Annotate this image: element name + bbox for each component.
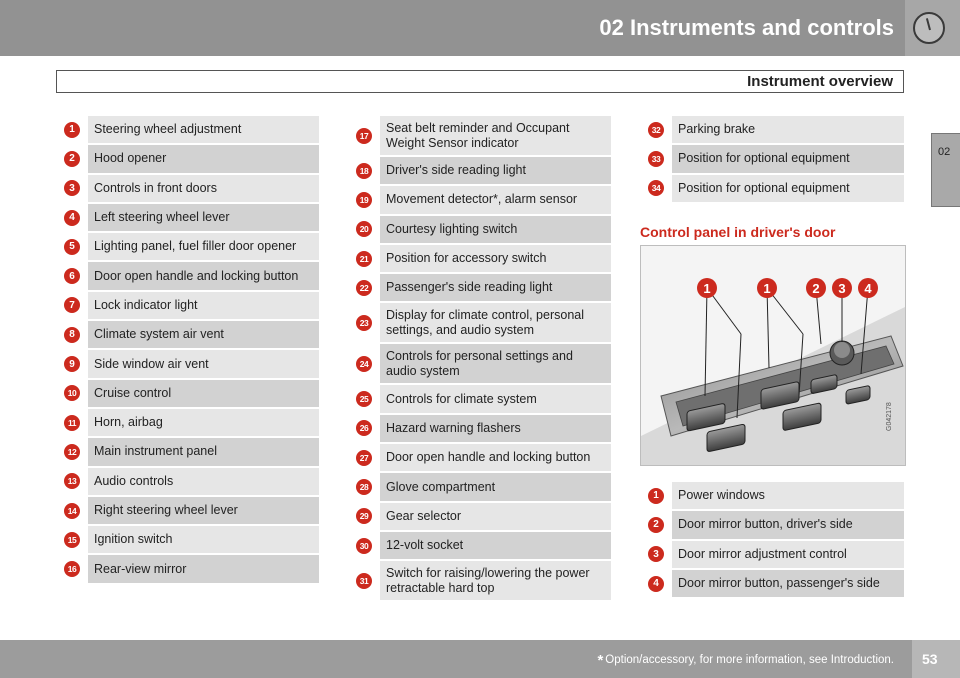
legend-label: Gear selector (380, 503, 611, 530)
number-badge: 7 (64, 297, 80, 313)
door-panel-legend (640, 482, 904, 599)
legend-number-cell (640, 145, 672, 172)
legend-number-cell (348, 157, 380, 184)
legend-row (56, 175, 319, 204)
legend-row (56, 145, 319, 174)
callout-1a (697, 278, 717, 298)
legend-label: Controls for personal settings and audio system (380, 344, 611, 383)
legend-label: Door mirror button, passenger's side (672, 570, 904, 597)
number-badge: 1 (648, 488, 664, 504)
legend-number-cell (640, 175, 672, 202)
legend-label: Right steering wheel lever (88, 497, 319, 524)
number-badge: 15 (64, 532, 80, 548)
callout-1b (757, 278, 777, 298)
legend-row (348, 303, 611, 344)
legend-label: Position for optional equipment (672, 175, 904, 202)
legend-row (348, 385, 611, 414)
legend-label: Lock indicator light (88, 292, 319, 319)
legend-label: Glove compartment (380, 473, 611, 500)
legend-row (348, 473, 611, 502)
legend-number-cell (348, 561, 380, 600)
legend-label: Main instrument panel (88, 438, 319, 465)
number-badge: 10 (64, 385, 80, 401)
number-badge: 32 (648, 122, 664, 138)
legend-number-cell (348, 245, 380, 272)
legend-label: Horn, airbag (88, 409, 319, 436)
door-panel-drawing (641, 246, 906, 466)
legend-row (56, 555, 319, 584)
number-badge: 13 (64, 473, 80, 489)
legend-column-3 (640, 116, 904, 204)
legend-label: Steering wheel adjustment (88, 116, 319, 143)
legend-number-cell (348, 186, 380, 213)
legend-label: Side window air vent (88, 350, 319, 377)
number-badge: 18 (356, 163, 372, 179)
legend-label: Door mirror button, driver's side (672, 511, 904, 538)
svg-text:3: 3 (838, 281, 846, 296)
callout-4 (858, 278, 878, 298)
legend-label: Lighting panel, fuel filler door opener (88, 233, 319, 260)
legend-number-cell (56, 292, 88, 319)
number-badge: 29 (356, 508, 372, 524)
number-badge: 14 (64, 503, 80, 519)
number-badge: 31 (356, 573, 372, 589)
legend-row (56, 233, 319, 262)
door-panel-illustration (640, 245, 906, 466)
legend-row (56, 321, 319, 350)
chapter-title: 02 Instruments and controls (599, 15, 894, 40)
legend-label: 12-volt socket (380, 532, 611, 559)
number-badge: 2 (648, 517, 664, 533)
figure-code: G042178 (886, 402, 893, 431)
legend-row (348, 344, 611, 385)
number-badge: 8 (64, 327, 80, 343)
legend-number-cell (56, 438, 88, 465)
legend-number-cell (56, 350, 88, 377)
number-badge: 12 (64, 444, 80, 460)
legend-label: Controls in front doors (88, 175, 319, 202)
legend-row (348, 216, 611, 245)
number-badge: 1 (64, 122, 80, 138)
legend-row (348, 532, 611, 561)
legend-label: Ignition switch (88, 526, 319, 553)
number-badge: 3 (648, 546, 664, 562)
number-badge: 24 (356, 356, 372, 372)
legend-label: Door open handle and locking button (88, 262, 319, 289)
chapter-side-tab[interactable] (931, 133, 960, 207)
legend-label: Display for climate control, personal settings, and audio system (380, 303, 611, 342)
number-badge: 17 (356, 128, 372, 144)
legend-label: Left steering wheel lever (88, 204, 319, 231)
legend-number-cell (348, 532, 380, 559)
svg-text:1: 1 (703, 281, 711, 296)
legend-label: Position for optional equipment (672, 145, 904, 172)
legend-label: Driver's side reading light (380, 157, 611, 184)
legend-number-cell (56, 497, 88, 524)
door-panel-heading: Control panel in driver's door (640, 224, 836, 240)
legend-row (348, 186, 611, 215)
legend-label: Climate system air vent (88, 321, 319, 348)
chapter-side-tab-label: 02 (938, 146, 951, 158)
number-badge: 21 (356, 251, 372, 267)
legend-number-cell (640, 570, 672, 597)
legend-label: Cruise control (88, 380, 319, 407)
legend-row (56, 292, 319, 321)
gauge-icon (913, 12, 945, 44)
legend-row (640, 175, 904, 204)
callout-2 (806, 278, 826, 298)
legend-row (348, 116, 611, 157)
legend-label: Rear-view mirror (88, 555, 319, 582)
legend-number-cell (640, 511, 672, 538)
footnote-text: Option/accessory, for more information, see Introduction. (605, 654, 894, 666)
number-badge: 25 (356, 391, 372, 407)
legend-label: Controls for climate system (380, 385, 611, 412)
number-badge: 2 (64, 151, 80, 167)
legend-number-cell (348, 116, 380, 155)
legend-number-cell (56, 262, 88, 289)
legend-label: Hazard warning flashers (380, 415, 611, 442)
number-badge: 23 (356, 315, 372, 331)
number-badge: 22 (356, 280, 372, 296)
callout-3 (832, 278, 852, 298)
mirror-adjust-control (830, 341, 854, 365)
footnote-star: * (597, 652, 604, 669)
legend-row (640, 145, 904, 174)
number-badge: 11 (64, 415, 80, 431)
legend-label: Door open handle and locking button (380, 444, 611, 471)
legend-row (56, 468, 319, 497)
legend-row (56, 438, 319, 467)
number-badge: 33 (648, 151, 664, 167)
legend-row (640, 482, 904, 511)
legend-number-cell (348, 473, 380, 500)
svg-text:4: 4 (864, 281, 872, 296)
legend-number-cell (56, 409, 88, 436)
number-badge: 4 (64, 210, 80, 226)
number-badge: 34 (648, 180, 664, 196)
legend-number-cell (56, 468, 88, 495)
number-badge: 19 (356, 192, 372, 208)
legend-number-cell (348, 385, 380, 412)
section-header-box (56, 70, 904, 93)
number-badge: 27 (356, 450, 372, 466)
legend-row (640, 541, 904, 570)
legend-number-cell (348, 274, 380, 301)
legend-row (56, 380, 319, 409)
legend-number-cell (56, 116, 88, 143)
legend-row (56, 497, 319, 526)
legend-label: Movement detector*, alarm sensor (380, 186, 611, 213)
number-badge: 3 (64, 180, 80, 196)
footnote (597, 652, 894, 669)
legend-number-cell (348, 444, 380, 471)
svg-text:2: 2 (812, 281, 820, 296)
legend-label: Switch for raising/lowering the power retractable hard top (380, 561, 611, 600)
legend-label: Position for accessory switch (380, 245, 611, 272)
legend-number-cell (56, 380, 88, 407)
legend-label: Passenger's side reading light (380, 274, 611, 301)
legend-column-1 (56, 116, 319, 585)
number-badge: 30 (356, 538, 372, 554)
number-badge: 9 (64, 356, 80, 372)
number-badge: 26 (356, 420, 372, 436)
legend-row (56, 204, 319, 233)
legend-number-cell (56, 526, 88, 553)
legend-number-cell (348, 216, 380, 243)
number-badge: 16 (64, 561, 80, 577)
legend-row (56, 116, 319, 145)
legend-number-cell (56, 175, 88, 202)
legend-row (348, 274, 611, 303)
legend-number-cell (348, 415, 380, 442)
number-badge: 5 (64, 239, 80, 255)
legend-number-cell (348, 303, 380, 342)
legend-row (56, 526, 319, 555)
number-badge: 6 (64, 268, 80, 284)
page-number: 53 (922, 651, 938, 667)
legend-label: Parking brake (672, 116, 904, 143)
legend-label: Courtesy lighting switch (380, 216, 611, 243)
legend-number-cell (56, 233, 88, 260)
legend-row (348, 415, 611, 444)
legend-column-2 (348, 116, 611, 602)
legend-row (56, 409, 319, 438)
legend-number-cell (640, 541, 672, 568)
legend-row (56, 350, 319, 379)
legend-label: Hood opener (88, 145, 319, 172)
legend-row (640, 511, 904, 540)
legend-number-cell (56, 555, 88, 582)
legend-number-cell (56, 204, 88, 231)
legend-label: Power windows (672, 482, 904, 509)
section-title: Instrument overview (747, 73, 893, 90)
svg-text:1: 1 (763, 281, 771, 296)
legend-number-cell (640, 116, 672, 143)
legend-number-cell (348, 344, 380, 383)
legend-row (348, 245, 611, 274)
legend-row (348, 444, 611, 473)
number-badge: 4 (648, 576, 664, 592)
legend-number-cell (640, 482, 672, 509)
legend-row (348, 157, 611, 186)
legend-label: Door mirror adjustment control (672, 541, 904, 568)
legend-label: Audio controls (88, 468, 319, 495)
legend-row (348, 503, 611, 532)
number-badge: 20 (356, 221, 372, 237)
legend-number-cell (56, 145, 88, 172)
legend-number-cell (56, 321, 88, 348)
legend-row (56, 262, 319, 291)
number-badge: 28 (356, 479, 372, 495)
legend-row (640, 116, 904, 145)
legend-row (640, 570, 904, 599)
legend-number-cell (348, 503, 380, 530)
legend-row (348, 561, 611, 602)
legend-label: Seat belt reminder and Occupant Weight Sensor indicator (380, 116, 611, 155)
